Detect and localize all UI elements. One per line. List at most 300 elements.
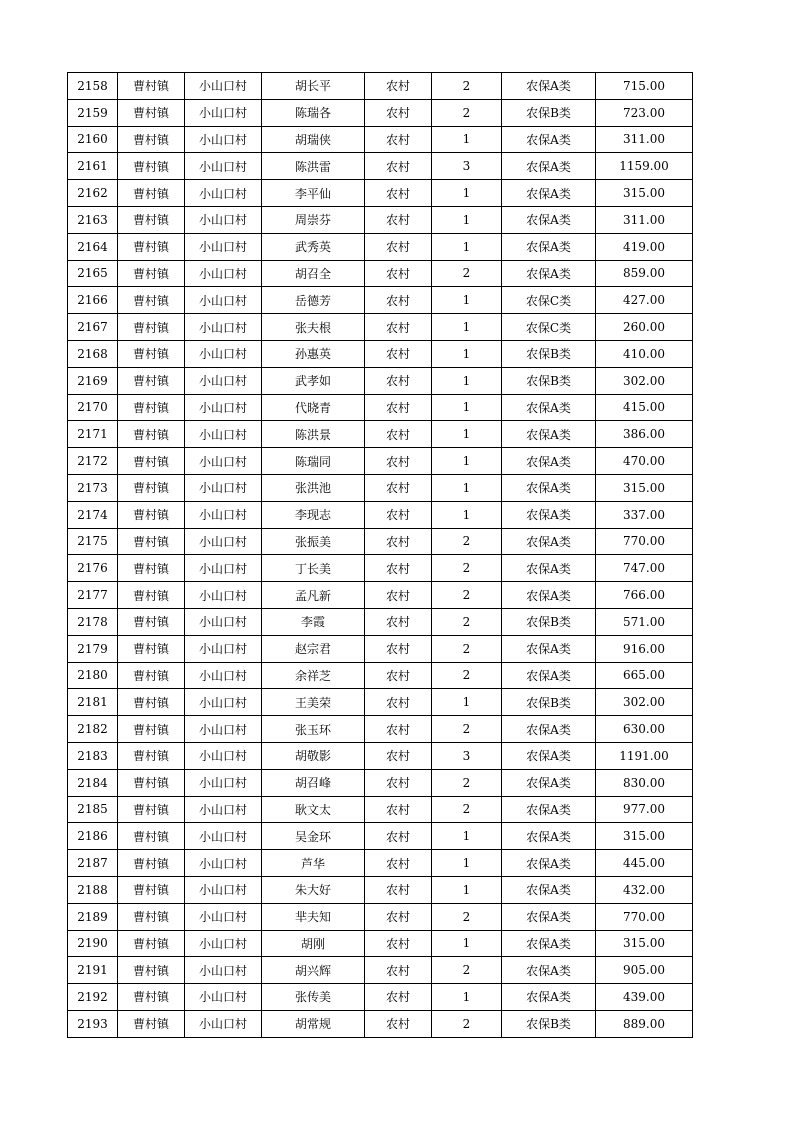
serial-number-cell: 2181 bbox=[68, 689, 118, 716]
member-count-cell: 2 bbox=[432, 716, 502, 743]
member-count-cell: 1 bbox=[432, 850, 502, 877]
town-cell: 曹村镇 bbox=[118, 314, 185, 341]
household-type-cell: 农村 bbox=[365, 582, 432, 609]
insurance-category-cell: 农保A类 bbox=[502, 930, 596, 957]
insurance-category-cell: 农保A类 bbox=[502, 126, 596, 153]
name-cell: 王美荣 bbox=[262, 689, 365, 716]
serial-number-cell: 2164 bbox=[68, 233, 118, 260]
household-type-cell: 农村 bbox=[365, 287, 432, 314]
serial-number-cell: 2182 bbox=[68, 716, 118, 743]
amount-cell: 977.00 bbox=[596, 796, 693, 823]
table-row bbox=[68, 73, 693, 100]
table-row bbox=[68, 742, 693, 769]
town-cell: 曹村镇 bbox=[118, 394, 185, 421]
member-count-cell: 1 bbox=[432, 126, 502, 153]
serial-number-cell: 2162 bbox=[68, 180, 118, 207]
name-cell: 胡瑞侠 bbox=[262, 126, 365, 153]
town-cell: 曹村镇 bbox=[118, 662, 185, 689]
name-cell: 胡长平 bbox=[262, 73, 365, 100]
village-cell: 小山口村 bbox=[185, 99, 262, 126]
insurance-category-cell: 农保A类 bbox=[502, 742, 596, 769]
town-cell: 曹村镇 bbox=[118, 984, 185, 1011]
amount-cell: 386.00 bbox=[596, 421, 693, 448]
village-cell: 小山口村 bbox=[185, 1010, 262, 1037]
town-cell: 曹村镇 bbox=[118, 930, 185, 957]
village-cell: 小山口村 bbox=[185, 448, 262, 475]
member-count-cell: 2 bbox=[432, 260, 502, 287]
insurance-category-cell: 农保A类 bbox=[502, 474, 596, 501]
household-type-cell: 农村 bbox=[365, 635, 432, 662]
town-cell: 曹村镇 bbox=[118, 716, 185, 743]
table-row bbox=[68, 501, 693, 528]
town-cell: 曹村镇 bbox=[118, 180, 185, 207]
table-row bbox=[68, 287, 693, 314]
table-row bbox=[68, 314, 693, 341]
serial-number-cell: 2169 bbox=[68, 367, 118, 394]
amount-cell: 571.00 bbox=[596, 608, 693, 635]
serial-number-cell: 2192 bbox=[68, 984, 118, 1011]
serial-number-cell: 2178 bbox=[68, 608, 118, 635]
table-row bbox=[68, 716, 693, 743]
member-count-cell: 1 bbox=[432, 340, 502, 367]
household-type-cell: 农村 bbox=[365, 367, 432, 394]
village-cell: 小山口村 bbox=[185, 582, 262, 609]
insurance-category-cell: 农保A类 bbox=[502, 153, 596, 180]
name-cell: 陈洪景 bbox=[262, 421, 365, 448]
serial-number-cell: 2187 bbox=[68, 850, 118, 877]
village-cell: 小山口村 bbox=[185, 73, 262, 100]
amount-cell: 311.00 bbox=[596, 206, 693, 233]
roster-body bbox=[68, 73, 693, 1038]
village-cell: 小山口村 bbox=[185, 635, 262, 662]
household-type-cell: 农村 bbox=[365, 555, 432, 582]
household-type-cell: 农村 bbox=[365, 742, 432, 769]
amount-cell: 470.00 bbox=[596, 448, 693, 475]
household-type-cell: 农村 bbox=[365, 448, 432, 475]
town-cell: 曹村镇 bbox=[118, 689, 185, 716]
table-row bbox=[68, 448, 693, 475]
table-row bbox=[68, 930, 693, 957]
amount-cell: 315.00 bbox=[596, 930, 693, 957]
household-type-cell: 农村 bbox=[365, 421, 432, 448]
household-type-cell: 农村 bbox=[365, 340, 432, 367]
name-cell: 胡敬影 bbox=[262, 742, 365, 769]
name-cell: 胡刚 bbox=[262, 930, 365, 957]
village-cell: 小山口村 bbox=[185, 957, 262, 984]
member-count-cell: 1 bbox=[432, 930, 502, 957]
serial-number-cell: 2166 bbox=[68, 287, 118, 314]
amount-cell: 315.00 bbox=[596, 474, 693, 501]
town-cell: 曹村镇 bbox=[118, 73, 185, 100]
insurance-category-cell: 农保C类 bbox=[502, 314, 596, 341]
insurance-category-cell: 农保B类 bbox=[502, 340, 596, 367]
serial-number-cell: 2160 bbox=[68, 126, 118, 153]
amount-cell: 916.00 bbox=[596, 635, 693, 662]
household-type-cell: 农村 bbox=[365, 73, 432, 100]
town-cell: 曹村镇 bbox=[118, 796, 185, 823]
town-cell: 曹村镇 bbox=[118, 635, 185, 662]
name-cell: 李平仙 bbox=[262, 180, 365, 207]
serial-number-cell: 2159 bbox=[68, 99, 118, 126]
town-cell: 曹村镇 bbox=[118, 742, 185, 769]
amount-cell: 770.00 bbox=[596, 903, 693, 930]
town-cell: 曹村镇 bbox=[118, 421, 185, 448]
insurance-category-cell: 农保A类 bbox=[502, 662, 596, 689]
name-cell: 张玉环 bbox=[262, 716, 365, 743]
amount-cell: 427.00 bbox=[596, 287, 693, 314]
insurance-category-cell: 农保A类 bbox=[502, 421, 596, 448]
insurance-category-cell: 农保A类 bbox=[502, 903, 596, 930]
name-cell: 芦华 bbox=[262, 850, 365, 877]
table-row bbox=[68, 957, 693, 984]
name-cell: 孙惠英 bbox=[262, 340, 365, 367]
village-cell: 小山口村 bbox=[185, 206, 262, 233]
town-cell: 曹村镇 bbox=[118, 1010, 185, 1037]
village-cell: 小山口村 bbox=[185, 394, 262, 421]
name-cell: 耿文太 bbox=[262, 796, 365, 823]
village-cell: 小山口村 bbox=[185, 984, 262, 1011]
member-count-cell: 1 bbox=[432, 984, 502, 1011]
member-count-cell: 2 bbox=[432, 662, 502, 689]
household-type-cell: 农村 bbox=[365, 528, 432, 555]
table-row bbox=[68, 635, 693, 662]
household-type-cell: 农村 bbox=[365, 662, 432, 689]
town-cell: 曹村镇 bbox=[118, 474, 185, 501]
name-cell: 张洪池 bbox=[262, 474, 365, 501]
serial-number-cell: 2189 bbox=[68, 903, 118, 930]
member-count-cell: 1 bbox=[432, 689, 502, 716]
serial-number-cell: 2167 bbox=[68, 314, 118, 341]
insurance-category-cell: 农保B类 bbox=[502, 367, 596, 394]
member-count-cell: 3 bbox=[432, 153, 502, 180]
insurance-category-cell: 农保B类 bbox=[502, 1010, 596, 1037]
table-row bbox=[68, 126, 693, 153]
member-count-cell: 1 bbox=[432, 823, 502, 850]
village-cell: 小山口村 bbox=[185, 903, 262, 930]
member-count-cell: 1 bbox=[432, 180, 502, 207]
village-cell: 小山口村 bbox=[185, 528, 262, 555]
serial-number-cell: 2174 bbox=[68, 501, 118, 528]
member-count-cell: 3 bbox=[432, 742, 502, 769]
serial-number-cell: 2161 bbox=[68, 153, 118, 180]
insurance-category-cell: 农保B类 bbox=[502, 99, 596, 126]
village-cell: 小山口村 bbox=[185, 689, 262, 716]
household-type-cell: 农村 bbox=[365, 474, 432, 501]
household-type-cell: 农村 bbox=[365, 850, 432, 877]
town-cell: 曹村镇 bbox=[118, 99, 185, 126]
town-cell: 曹村镇 bbox=[118, 153, 185, 180]
amount-cell: 715.00 bbox=[596, 73, 693, 100]
table-row bbox=[68, 421, 693, 448]
name-cell: 张振美 bbox=[262, 528, 365, 555]
village-cell: 小山口村 bbox=[185, 260, 262, 287]
town-cell: 曹村镇 bbox=[118, 340, 185, 367]
town-cell: 曹村镇 bbox=[118, 555, 185, 582]
household-type-cell: 农村 bbox=[365, 984, 432, 1011]
serial-number-cell: 2165 bbox=[68, 260, 118, 287]
town-cell: 曹村镇 bbox=[118, 448, 185, 475]
member-count-cell: 2 bbox=[432, 903, 502, 930]
village-cell: 小山口村 bbox=[185, 876, 262, 903]
member-count-cell: 2 bbox=[432, 73, 502, 100]
amount-cell: 905.00 bbox=[596, 957, 693, 984]
table-row bbox=[68, 850, 693, 877]
insurance-category-cell: 农保C类 bbox=[502, 287, 596, 314]
name-cell: 余祥芝 bbox=[262, 662, 365, 689]
village-cell: 小山口村 bbox=[185, 233, 262, 260]
table-row bbox=[68, 608, 693, 635]
name-cell: 武孝如 bbox=[262, 367, 365, 394]
amount-cell: 439.00 bbox=[596, 984, 693, 1011]
serial-number-cell: 2173 bbox=[68, 474, 118, 501]
amount-cell: 315.00 bbox=[596, 823, 693, 850]
village-cell: 小山口村 bbox=[185, 608, 262, 635]
member-count-cell: 1 bbox=[432, 394, 502, 421]
town-cell: 曹村镇 bbox=[118, 367, 185, 394]
member-count-cell: 1 bbox=[432, 448, 502, 475]
household-type-cell: 农村 bbox=[365, 608, 432, 635]
table-row bbox=[68, 582, 693, 609]
table-row bbox=[68, 823, 693, 850]
insurance-category-cell: 农保B类 bbox=[502, 689, 596, 716]
village-cell: 小山口村 bbox=[185, 474, 262, 501]
insurance-category-cell: 农保A类 bbox=[502, 876, 596, 903]
member-count-cell: 1 bbox=[432, 206, 502, 233]
amount-cell: 410.00 bbox=[596, 340, 693, 367]
table-row bbox=[68, 1010, 693, 1037]
village-cell: 小山口村 bbox=[185, 850, 262, 877]
town-cell: 曹村镇 bbox=[118, 582, 185, 609]
table-row bbox=[68, 394, 693, 421]
amount-cell: 766.00 bbox=[596, 582, 693, 609]
household-type-cell: 农村 bbox=[365, 180, 432, 207]
town-cell: 曹村镇 bbox=[118, 501, 185, 528]
table-row bbox=[68, 260, 693, 287]
insurance-category-cell: 农保A类 bbox=[502, 582, 596, 609]
member-count-cell: 1 bbox=[432, 367, 502, 394]
household-type-cell: 农村 bbox=[365, 501, 432, 528]
amount-cell: 859.00 bbox=[596, 260, 693, 287]
village-cell: 小山口村 bbox=[185, 716, 262, 743]
amount-cell: 830.00 bbox=[596, 769, 693, 796]
insurance-category-cell: 农保A类 bbox=[502, 180, 596, 207]
amount-cell: 747.00 bbox=[596, 555, 693, 582]
insurance-category-cell: 农保A类 bbox=[502, 823, 596, 850]
member-count-cell: 1 bbox=[432, 233, 502, 260]
insurance-category-cell: 农保A类 bbox=[502, 957, 596, 984]
village-cell: 小山口村 bbox=[185, 796, 262, 823]
household-type-cell: 农村 bbox=[365, 99, 432, 126]
member-count-cell: 1 bbox=[432, 421, 502, 448]
serial-number-cell: 2183 bbox=[68, 742, 118, 769]
member-count-cell: 2 bbox=[432, 1010, 502, 1037]
table-row bbox=[68, 99, 693, 126]
town-cell: 曹村镇 bbox=[118, 528, 185, 555]
amount-cell: 337.00 bbox=[596, 501, 693, 528]
amount-cell: 889.00 bbox=[596, 1010, 693, 1037]
household-type-cell: 农村 bbox=[365, 689, 432, 716]
town-cell: 曹村镇 bbox=[118, 233, 185, 260]
household-type-cell: 农村 bbox=[365, 716, 432, 743]
insurance-category-cell: 农保B类 bbox=[502, 608, 596, 635]
member-count-cell: 1 bbox=[432, 501, 502, 528]
amount-cell: 1159.00 bbox=[596, 153, 693, 180]
serial-number-cell: 2176 bbox=[68, 555, 118, 582]
serial-number-cell: 2163 bbox=[68, 206, 118, 233]
name-cell: 陈洪雷 bbox=[262, 153, 365, 180]
serial-number-cell: 2158 bbox=[68, 73, 118, 100]
amount-cell: 630.00 bbox=[596, 716, 693, 743]
amount-cell: 770.00 bbox=[596, 528, 693, 555]
name-cell: 朱大好 bbox=[262, 876, 365, 903]
member-count-cell: 2 bbox=[432, 582, 502, 609]
table-row bbox=[68, 206, 693, 233]
town-cell: 曹村镇 bbox=[118, 769, 185, 796]
table-row bbox=[68, 340, 693, 367]
member-count-cell: 2 bbox=[432, 635, 502, 662]
household-type-cell: 农村 bbox=[365, 394, 432, 421]
insurance-category-cell: 农保A类 bbox=[502, 555, 596, 582]
household-type-cell: 农村 bbox=[365, 260, 432, 287]
insurance-category-cell: 农保A类 bbox=[502, 635, 596, 662]
name-cell: 胡兴辉 bbox=[262, 957, 365, 984]
member-count-cell: 2 bbox=[432, 528, 502, 555]
insurance-category-cell: 农保A类 bbox=[502, 769, 596, 796]
household-type-cell: 农村 bbox=[365, 1010, 432, 1037]
village-cell: 小山口村 bbox=[185, 421, 262, 448]
town-cell: 曹村镇 bbox=[118, 608, 185, 635]
town-cell: 曹村镇 bbox=[118, 126, 185, 153]
serial-number-cell: 2172 bbox=[68, 448, 118, 475]
household-type-cell: 农村 bbox=[365, 233, 432, 260]
household-type-cell: 农村 bbox=[365, 769, 432, 796]
town-cell: 曹村镇 bbox=[118, 876, 185, 903]
town-cell: 曹村镇 bbox=[118, 850, 185, 877]
serial-number-cell: 2171 bbox=[68, 421, 118, 448]
amount-cell: 302.00 bbox=[596, 367, 693, 394]
household-type-cell: 农村 bbox=[365, 957, 432, 984]
village-cell: 小山口村 bbox=[185, 367, 262, 394]
household-type-cell: 农村 bbox=[365, 930, 432, 957]
table-row bbox=[68, 474, 693, 501]
name-cell: 芈夫知 bbox=[262, 903, 365, 930]
village-cell: 小山口村 bbox=[185, 126, 262, 153]
serial-number-cell: 2177 bbox=[68, 582, 118, 609]
member-count-cell: 1 bbox=[432, 314, 502, 341]
insurance-category-cell: 农保A类 bbox=[502, 501, 596, 528]
serial-number-cell: 2193 bbox=[68, 1010, 118, 1037]
member-count-cell: 2 bbox=[432, 608, 502, 635]
village-cell: 小山口村 bbox=[185, 314, 262, 341]
household-type-cell: 农村 bbox=[365, 314, 432, 341]
town-cell: 曹村镇 bbox=[118, 957, 185, 984]
insurance-category-cell: 农保A类 bbox=[502, 206, 596, 233]
table-row bbox=[68, 153, 693, 180]
table-row bbox=[68, 555, 693, 582]
name-cell: 李霞 bbox=[262, 608, 365, 635]
table-row bbox=[68, 876, 693, 903]
table-row bbox=[68, 984, 693, 1011]
town-cell: 曹村镇 bbox=[118, 823, 185, 850]
amount-cell: 419.00 bbox=[596, 233, 693, 260]
amount-cell: 260.00 bbox=[596, 314, 693, 341]
table-row bbox=[68, 528, 693, 555]
amount-cell: 723.00 bbox=[596, 99, 693, 126]
amount-cell: 302.00 bbox=[596, 689, 693, 716]
village-cell: 小山口村 bbox=[185, 742, 262, 769]
serial-number-cell: 2191 bbox=[68, 957, 118, 984]
amount-cell: 445.00 bbox=[596, 850, 693, 877]
member-count-cell: 2 bbox=[432, 99, 502, 126]
serial-number-cell: 2186 bbox=[68, 823, 118, 850]
insurance-category-cell: 农保A类 bbox=[502, 394, 596, 421]
household-type-cell: 农村 bbox=[365, 153, 432, 180]
name-cell: 张夫根 bbox=[262, 314, 365, 341]
member-count-cell: 1 bbox=[432, 287, 502, 314]
serial-number-cell: 2170 bbox=[68, 394, 118, 421]
household-type-cell: 农村 bbox=[365, 206, 432, 233]
village-cell: 小山口村 bbox=[185, 930, 262, 957]
serial-number-cell: 2175 bbox=[68, 528, 118, 555]
name-cell: 张传美 bbox=[262, 984, 365, 1011]
member-count-cell: 2 bbox=[432, 957, 502, 984]
village-cell: 小山口村 bbox=[185, 662, 262, 689]
table-row bbox=[68, 796, 693, 823]
table-row bbox=[68, 662, 693, 689]
table-row bbox=[68, 367, 693, 394]
member-count-cell: 1 bbox=[432, 876, 502, 903]
table-row bbox=[68, 180, 693, 207]
insurance-category-cell: 农保A类 bbox=[502, 233, 596, 260]
village-cell: 小山口村 bbox=[185, 340, 262, 367]
town-cell: 曹村镇 bbox=[118, 260, 185, 287]
member-count-cell: 2 bbox=[432, 796, 502, 823]
name-cell: 武秀英 bbox=[262, 233, 365, 260]
name-cell: 丁长美 bbox=[262, 555, 365, 582]
name-cell: 胡常规 bbox=[262, 1010, 365, 1037]
town-cell: 曹村镇 bbox=[118, 287, 185, 314]
insurance-category-cell: 农保A类 bbox=[502, 260, 596, 287]
amount-cell: 415.00 bbox=[596, 394, 693, 421]
serial-number-cell: 2179 bbox=[68, 635, 118, 662]
insurance-category-cell: 农保A类 bbox=[502, 73, 596, 100]
serial-number-cell: 2184 bbox=[68, 769, 118, 796]
insurance-category-cell: 农保A类 bbox=[502, 984, 596, 1011]
village-cell: 小山口村 bbox=[185, 823, 262, 850]
insurance-category-cell: 农保A类 bbox=[502, 850, 596, 877]
table-row bbox=[68, 903, 693, 930]
name-cell: 周崇芬 bbox=[262, 206, 365, 233]
village-cell: 小山口村 bbox=[185, 287, 262, 314]
household-type-cell: 农村 bbox=[365, 876, 432, 903]
table-row bbox=[68, 769, 693, 796]
serial-number-cell: 2168 bbox=[68, 340, 118, 367]
amount-cell: 315.00 bbox=[596, 180, 693, 207]
name-cell: 胡召峰 bbox=[262, 769, 365, 796]
village-cell: 小山口村 bbox=[185, 555, 262, 582]
serial-number-cell: 2180 bbox=[68, 662, 118, 689]
amount-cell: 311.00 bbox=[596, 126, 693, 153]
village-cell: 小山口村 bbox=[185, 501, 262, 528]
table-row bbox=[68, 233, 693, 260]
amount-cell: 1191.00 bbox=[596, 742, 693, 769]
name-cell: 胡召全 bbox=[262, 260, 365, 287]
household-type-cell: 农村 bbox=[365, 903, 432, 930]
town-cell: 曹村镇 bbox=[118, 206, 185, 233]
insurance-category-cell: 农保A类 bbox=[502, 528, 596, 555]
household-type-cell: 农村 bbox=[365, 796, 432, 823]
village-cell: 小山口村 bbox=[185, 153, 262, 180]
